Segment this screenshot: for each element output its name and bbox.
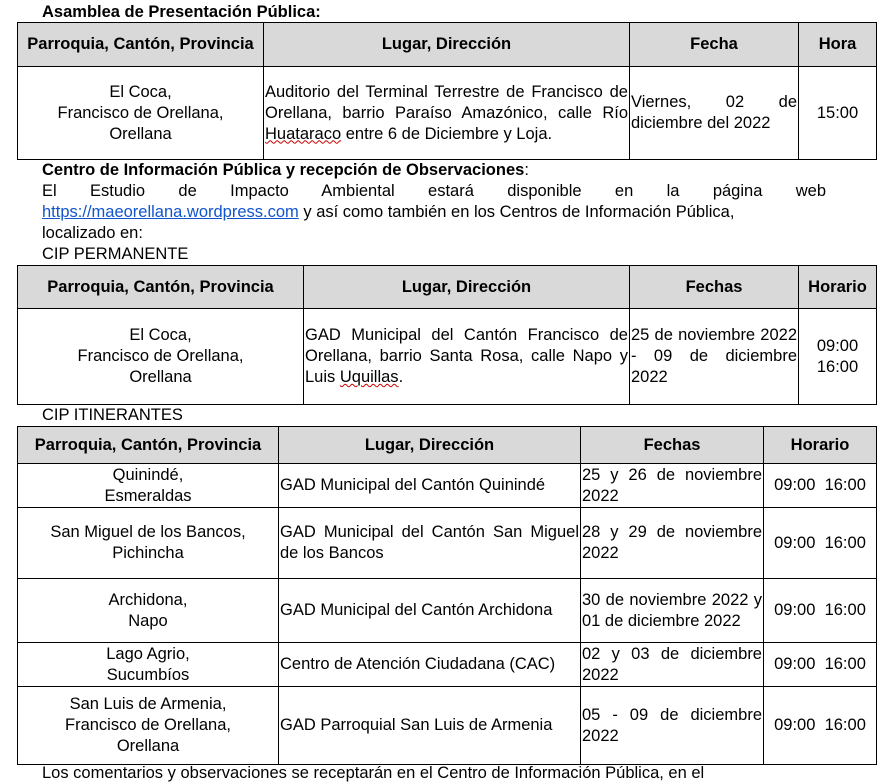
table-header-row — [18, 427, 877, 464]
address-spell: Uquillas — [339, 368, 399, 386]
hours-cell: 09:00 16:00 — [764, 464, 877, 508]
centro-heading — [42, 161, 529, 180]
footer-partial-text: Los comentarios y observaciones se receptarán en el Centro de Información Pública, en el — [42, 764, 705, 782]
centro-paragraph-line: localizado en: — [42, 224, 143, 242]
place-line: El Coca, — [129, 326, 192, 344]
column-header: Hora — [799, 23, 877, 67]
hours-cell: 09:00 16:00 — [764, 643, 877, 687]
address-cell: GAD Parroquial San Luis de Armenia — [279, 687, 581, 765]
column-header: Parroquia, Cantón, Provincia — [18, 266, 304, 309]
hour-line: 09:00 — [816, 336, 859, 355]
address-text: entre 6 de Diciembre y Loja. — [341, 124, 553, 143]
place-line: Francisco de Orellana, — [65, 716, 231, 734]
dates-cell: 05 - 09 de diciembre 2022 — [581, 687, 764, 765]
cip-itinerantes-table — [17, 426, 877, 765]
dates-cell: 25 y 26 de noviembre 2022 — [581, 464, 764, 508]
address-cell: GAD Municipal del Cantón Archidona — [279, 579, 581, 643]
table-header-row — [18, 23, 877, 67]
column-header: Horario — [799, 266, 877, 309]
address-text: . — [398, 368, 404, 386]
place-line: Napo — [128, 611, 168, 630]
address-cell: GAD Municipal del Cantón San Miguel de los Bancos — [279, 508, 581, 579]
address-text: GAD Municipal del Cantón Francisco de Orellana, barrio Santa Rosa, calle Napo y Luis — [305, 326, 628, 386]
table-row — [18, 508, 877, 579]
place-line: Francisco de Orellana, — [57, 103, 224, 122]
place-cell — [18, 687, 279, 765]
address-cell: Centro de Atención Ciudadana (CAC) — [279, 643, 581, 687]
place-line: Pichincha — [112, 544, 184, 562]
place-line: Orellana — [129, 368, 192, 386]
place-line: El Coca, — [109, 82, 172, 101]
column-header: Fechas — [630, 266, 799, 309]
place-line: Lago Agrio, — [106, 644, 190, 663]
place-line: Orellana — [109, 124, 172, 143]
asamblea-heading: Asamblea de Presentación Pública: — [42, 3, 321, 21]
place-line: Sucumbíos — [106, 665, 190, 684]
centro-paragraph-text: y así como también en los Centros de Información Pública, — [298, 203, 735, 221]
table-row — [18, 687, 877, 765]
address-spell: Huataraco — [265, 124, 342, 143]
column-header: Parroquia, Cantón, Provincia — [18, 427, 279, 464]
place-line: Orellana — [116, 737, 180, 755]
cip-permanente-table — [17, 265, 877, 405]
place-line: Quinindé, — [112, 465, 184, 484]
dates-cell: 28 y 29 de noviembre 2022 — [581, 508, 764, 579]
table-row — [18, 464, 877, 508]
address-cell — [264, 67, 630, 160]
dates-cell: 30 de noviembre 2022 y 01 de diciembre 2022 — [581, 579, 764, 643]
column-header: Horario — [764, 427, 877, 464]
place-cell — [18, 464, 279, 508]
centro-heading-text: Centro de Información Pública y recepción de Observaciones — [42, 161, 525, 179]
column-header: Fechas — [581, 427, 764, 464]
address-text: Auditorio del Terminal Terrestre de Francisco de Orellana, barrio Paraíso Amazónico, calle Río — [265, 82, 628, 122]
column-header: Lugar, Dirección — [264, 23, 630, 67]
address-cell: GAD Municipal del Cantón Quinindé — [279, 464, 581, 508]
table-row — [18, 309, 877, 405]
centro-paragraph-line: El Estudio de Impacto Ambiental estará disponible en la página web — [42, 182, 826, 200]
place-cell — [18, 643, 279, 687]
hour-line: 16:00 — [816, 357, 859, 376]
asamblea-table — [17, 22, 877, 160]
hours-cell — [799, 309, 877, 405]
table-row — [18, 643, 877, 687]
dates-cell: 25 de noviembre 2022 - 09 de diciembre 2022 — [630, 309, 799, 405]
place-cell — [18, 309, 304, 405]
column-header: Fecha — [630, 23, 799, 67]
time-cell: 15:00 — [799, 67, 877, 160]
place-line: San Luis de Armenia, — [69, 695, 227, 713]
place-line: San Miguel de los Bancos, — [50, 523, 246, 541]
centro-heading-suffix: : — [524, 161, 529, 179]
column-header: Lugar, Dirección — [279, 427, 581, 464]
address-cell — [304, 309, 630, 405]
table-row — [18, 67, 877, 160]
place-cell — [18, 579, 279, 643]
place-cell — [18, 508, 279, 579]
cip-permanente-heading: CIP PERMANENTE — [42, 245, 189, 263]
column-header: Parroquia, Cantón, Provincia — [18, 23, 264, 67]
column-header: Lugar, Dirección — [304, 266, 630, 309]
web-link[interactable]: https://maeorellana.wordpress.com — [42, 203, 299, 221]
dates-cell: 02 y 03 de diciembre 2022 — [581, 643, 764, 687]
centro-paragraph-line — [42, 203, 734, 222]
date-cell: Viernes, 02 de diciembre del 2022 — [630, 67, 799, 160]
place-line: Archidona, — [108, 590, 188, 609]
hours-cell: 09:00 16:00 — [764, 687, 877, 765]
hours-cell: 09:00 16:00 — [764, 508, 877, 579]
table-header-row — [18, 266, 877, 309]
table-row — [18, 579, 877, 643]
cip-itinerantes-heading: CIP ITINERANTES — [42, 406, 183, 424]
hours-cell: 09:00 16:00 — [764, 579, 877, 643]
place-line: Francisco de Orellana, — [77, 347, 244, 365]
place-line: Esmeraldas — [104, 486, 192, 505]
place-cell — [18, 67, 264, 160]
